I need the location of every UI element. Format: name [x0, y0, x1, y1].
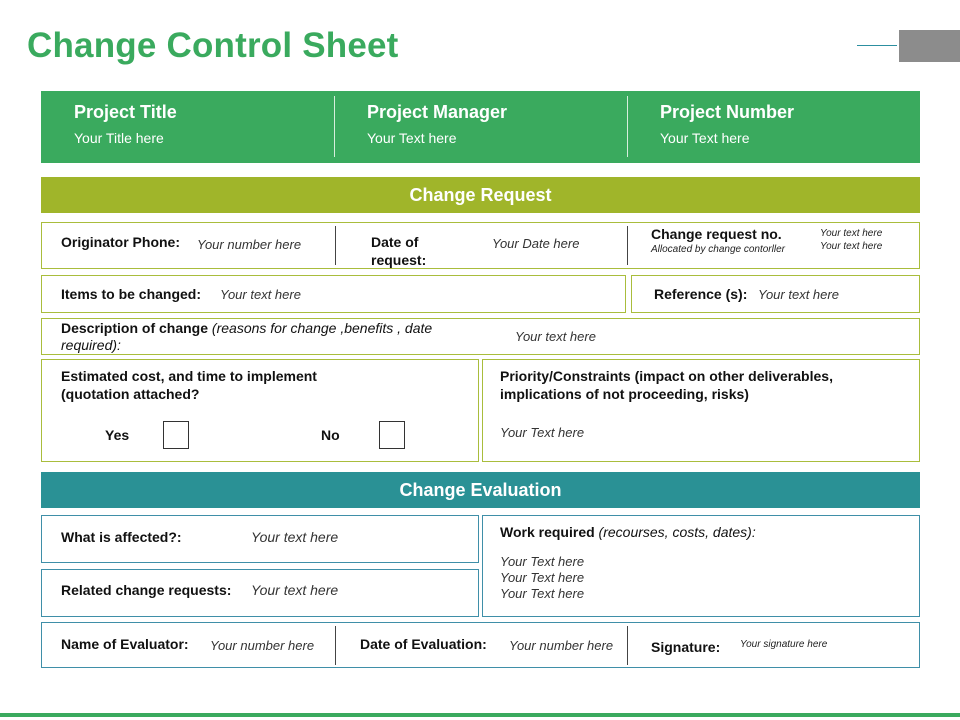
description-note-line1: (reasons for change ,benefits , date: [211, 320, 433, 336]
related-requests-value[interactable]: Your text here: [251, 582, 339, 598]
what-is-affected-value[interactable]: Your text here: [251, 529, 339, 545]
evaluator-value[interactable]: Your number here: [210, 638, 315, 653]
project-header-band: [41, 91, 920, 163]
bottom-accent-line: [0, 713, 960, 717]
work-required-note: (recourses, costs, dates):: [598, 524, 756, 540]
estimated-cost-label-line1: Estimated cost, and time to implement: [61, 368, 317, 384]
priority-value[interactable]: Your Text here: [500, 425, 585, 440]
estimated-cost-label-line2: (quotation attached?: [61, 386, 200, 402]
description-value[interactable]: Your text here: [515, 329, 596, 344]
project-manager-value[interactable]: Your Text here: [367, 130, 457, 146]
what-is-affected-box: [41, 515, 479, 563]
work-required-value-3[interactable]: Your Text here: [500, 586, 585, 601]
related-requests-box: [41, 569, 479, 617]
related-requests-label: Related change requests:: [61, 582, 232, 598]
change-request-no-label: Change request no.: [651, 226, 782, 242]
no-checkbox[interactable]: [379, 421, 405, 449]
work-required-label-text: Work required: [500, 524, 595, 540]
items-to-be-changed-value[interactable]: Your text here: [220, 287, 301, 302]
yes-checkbox[interactable]: [163, 421, 189, 449]
work-required-value-1[interactable]: Your Text here: [500, 554, 585, 569]
change-evaluation-heading: Change Evaluation: [41, 472, 920, 508]
estimated-cost-box: [41, 359, 479, 462]
items-to-be-changed-box: [41, 275, 626, 313]
change-request-no-value-2[interactable]: Your text here: [820, 241, 883, 252]
yes-label: Yes: [105, 427, 130, 443]
signature-label: Signature:: [651, 639, 721, 655]
reference-value[interactable]: Your text here: [758, 287, 839, 302]
change-request-no-value-1[interactable]: Your text here: [820, 228, 883, 239]
project-number-column: [627, 91, 920, 163]
originator-phone-value[interactable]: Your number here: [197, 237, 302, 252]
request-info-row: [41, 222, 920, 269]
signature-value[interactable]: Your signature here: [740, 639, 828, 650]
priority-box: [482, 359, 920, 462]
priority-label-line1: Priority/Constraints (impact on other deliverables,: [500, 368, 833, 384]
project-number-value[interactable]: Your Text here: [660, 130, 750, 146]
column-divider: [627, 226, 628, 265]
no-label: No: [321, 427, 340, 443]
work-required-value-2[interactable]: Your Text here: [500, 570, 585, 585]
work-required-box: [482, 515, 920, 617]
what-is-affected-label: What is affected?:: [61, 529, 182, 545]
project-title-value[interactable]: Your Title here: [74, 130, 164, 146]
reference-label: Reference (s):: [654, 286, 748, 302]
decorative-line: [857, 45, 897, 46]
evaluator-row: [41, 622, 920, 668]
project-manager-label: Project Manager: [367, 102, 508, 122]
change-request-no-sublabel: Allocated by change contorller: [651, 244, 785, 255]
evaluator-label: Name of Evaluator:: [61, 636, 189, 652]
project-number-label: Project Number: [660, 102, 795, 122]
date-of-evaluation-label: Date of Evaluation:: [360, 636, 487, 652]
description-label-text: Description of change: [61, 320, 209, 336]
reference-box: [631, 275, 920, 313]
date-of-request-value[interactable]: Your Date here: [492, 236, 580, 251]
project-title-column: [41, 91, 334, 163]
page-title: Change Control Sheet: [27, 26, 399, 65]
column-divider: [335, 226, 336, 265]
date-of-request-label-line1: Date of: [371, 234, 419, 250]
description-label: [61, 320, 432, 337]
items-to-be-changed-label: Items to be changed:: [61, 286, 202, 302]
date-of-evaluation-value[interactable]: Your number here: [509, 638, 614, 653]
project-manager-column: [334, 91, 627, 163]
priority-label-line2: implications of not proceeding, risks): [500, 386, 749, 402]
project-title-label: Project Title: [74, 102, 177, 122]
date-of-request-label-line2: request:: [371, 252, 427, 268]
description-box: [41, 318, 920, 355]
work-required-label: [500, 524, 756, 541]
change-request-heading: Change Request: [41, 177, 920, 213]
decorative-block: [899, 30, 960, 62]
description-note-line2: required):: [61, 337, 121, 353]
column-divider: [627, 626, 628, 665]
originator-phone-label: Originator Phone:: [61, 234, 180, 250]
column-divider: [335, 626, 336, 665]
